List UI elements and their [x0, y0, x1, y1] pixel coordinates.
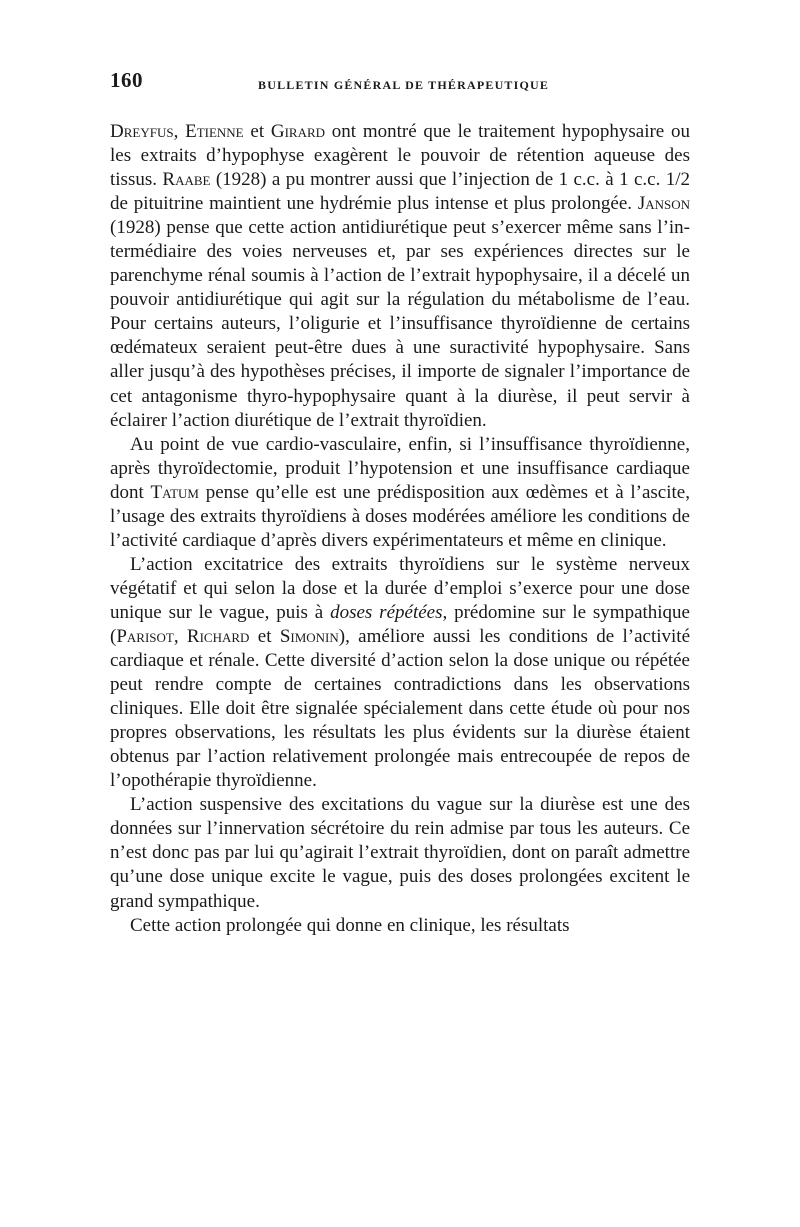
running-head: BULLETIN GÉNÉRAL DE THÉRAPEUTIQUE: [258, 78, 550, 92]
author-name: Janson: [637, 193, 690, 215]
text-run: ,: [173, 625, 187, 647]
text-run: Cette action prolongée qui donne en clinique, les résultats: [130, 914, 570, 936]
text-run: Au point de vue cardio-vasculaire, enfin, si l’insuffisance thyroïdienne, après thyroïdectomie, produit l’hypotension et une insuffisance cardiaque dont: [110, 433, 690, 503]
text-run: (1928) a pu montrer aussi que l’injection de 1 c.c. à 1 c.c. 1/2 de pituitrine maintient une hydrémie plus intense et plus prolongée.: [110, 169, 690, 215]
text-run: et: [243, 121, 271, 142]
paragraph: [110, 914, 690, 938]
author-name: Parisot: [116, 625, 174, 647]
author-name: Etienne: [185, 121, 244, 142]
author-name: Simonin: [279, 625, 339, 647]
page-number: 160: [110, 68, 143, 92]
paragraph: [110, 793, 690, 913]
author-name: Tatum: [150, 481, 199, 503]
text-run: ont montré que le traitement hypophysaire ou les extraits d’hypophyse exagèrent le pouvoir de rétention aqueuse des tissus.: [110, 121, 690, 191]
text-run: L’action suspensive des excitations du vague sur la diurèse est une des données sur l’innervation sécrétoire du rein admise par tous les auteurs. Ce n’est donc pas par lui qu’agirait l’extrait thyroïdien, dont on paraît admettre qu’une dose unique excite le vague, puis des doses prolongées excitent le grand sympathique.: [110, 794, 690, 912]
paragraph: [110, 433, 690, 553]
text-run: , prédomine sur le sympathique (: [110, 601, 690, 647]
author-name: Girard: [270, 121, 326, 142]
text-run: (1928) pense que cette action antidiurétique peut s’exercer même sans l’intermédiaire des voies nerveuses et, par ses expériences directes sur le parenchyme rénal soumis à l’action de l’extrait hypophysaire, il a décelé un pouvoir antidiurétique qui agit sur la régulation du métabolisme de l’eau. Pour certains auteurs, l’oligurie et l’insuffisance thyroïdienne de certains œdémateux seraient peut-être dues à une suractivité hypophysaire. Sans aller jusqu’à des hypothèses précises, il importe de signaler l’importance de cet antagonisme thyro-hypophysaire quant à la diurèse, il peut servir à éclairer l’action diurétique de l’extrait thyroïdien.: [110, 217, 690, 431]
page-header: [110, 68, 690, 108]
paragraph: [110, 553, 690, 793]
text-run: L’action excitatrice des extraits thyroïdiens sur le système nerveux végétatif et qui selon la dose et la durée d’emploi s’exerce pour une dose unique sur le vague, puis à: [110, 553, 690, 623]
text-run: ), améliore aussi les conditions de l’activité cardiaque et rénale. Cette diversité d’action selon la dose unique ou répétée peut rendre compte de certaines contradictions dans les observations cliniques. Elle doit être signalée spécialement dans cette étude où pour nos propres observations, les résultats les plus évidents sur la diurèse étaient obtenus par l’action relativement prolongée mais entrecoupée de repos de l’opothérapie thyroïdienne.: [110, 625, 690, 792]
body-text: [110, 120, 690, 938]
emphasis-text: doses répétées: [330, 601, 443, 623]
text-run: ,: [173, 121, 186, 142]
text-run: pense qu’elle est une prédisposition aux œdèmes et à l’ascite, l’usage des extraits thyroïdiens à doses modérées améliore les conditions de l’activité cardiaque d’après divers expérimentateurs et même en clinique.: [110, 481, 690, 551]
author-name: Raabe: [162, 169, 211, 191]
paragraph: [110, 120, 690, 433]
text-run: et: [249, 625, 280, 647]
author-name: Dreyfus: [110, 121, 174, 142]
author-name: Richard: [186, 625, 250, 647]
